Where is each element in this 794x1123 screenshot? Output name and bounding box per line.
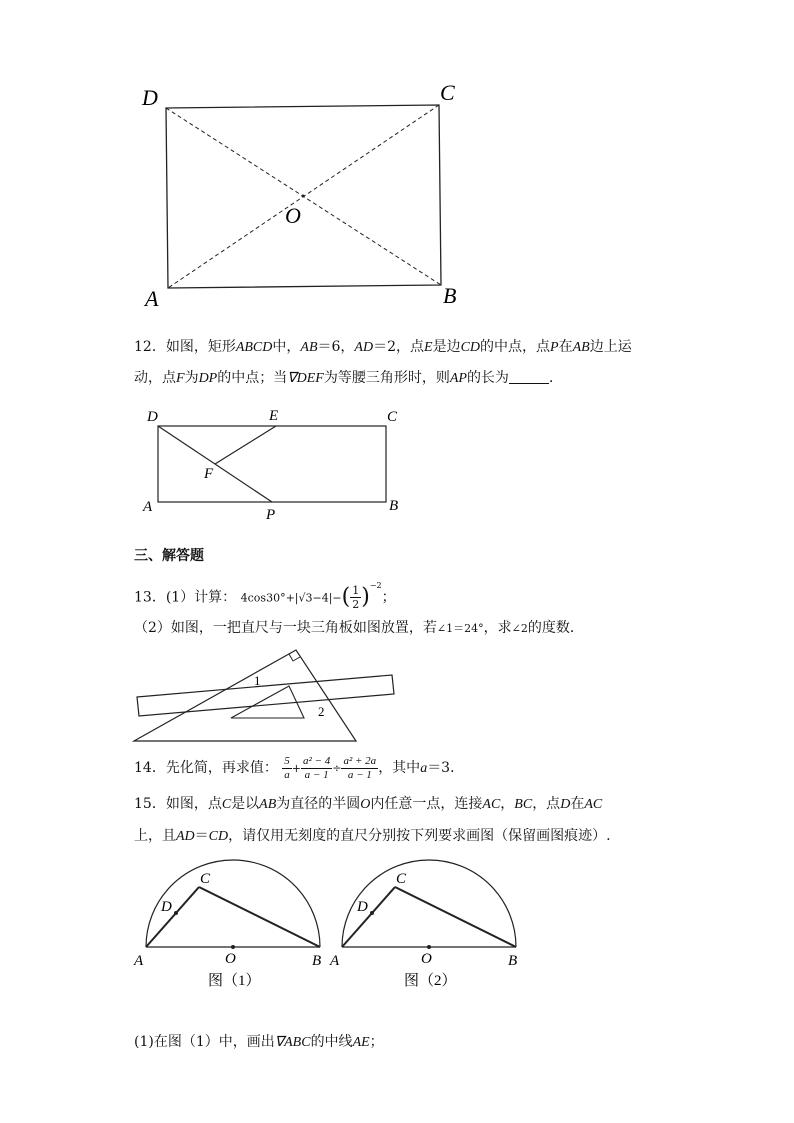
fraction-a2-2a: $\frac{\text{a² + 2a}}{a - 1}$ xyxy=(343,754,377,781)
fig2-caption: 图（2） xyxy=(404,973,457,989)
q15-line1: 15．如图，点C是以AB为直径的半圆O内任意一点，连接AC，BC，点D在AC xyxy=(134,796,603,812)
fig1-label-c: C xyxy=(200,871,211,887)
q15-line2: 上，且AD＝CD，请仅用无刻度的直尺分别按下列要求画图（保留画图痕迹）. xyxy=(134,828,611,844)
q12-label-f: F xyxy=(204,466,214,482)
q12-label-e: E xyxy=(269,408,279,424)
fig1-label-d: D xyxy=(161,899,172,915)
fraction-half: $\frac{1}{2}$ xyxy=(352,584,360,612)
semicircle-figure-2 xyxy=(326,855,526,995)
point-d-2 xyxy=(370,911,374,915)
q12-line1: 12．如图，矩形ABCD中，AB＝6，AD＝2，点E是边CD的中点，点P在AB边上运 xyxy=(134,339,632,355)
fraction-a2-4: $\frac{\text{a² − 4}}{a - 1}$ xyxy=(303,754,331,781)
answer-blank[interactable] xyxy=(509,369,549,384)
label-d: D xyxy=(142,85,158,110)
q12-label-c: C xyxy=(387,409,398,425)
fig1-label-a: A xyxy=(134,953,144,969)
q12-line2: 动，点F为DP的中点；当∇DEF为等腰三角形时，则AP的长为 ． xyxy=(134,370,563,386)
segment-cb-1 xyxy=(199,887,320,947)
segment-ac-2 xyxy=(342,887,395,947)
rectangle-diagram xyxy=(130,78,470,313)
q13-part2: （2）如图，一把直尺与一块三角板如图放置，若∠1＝24°，求∠2的度数． xyxy=(134,620,584,636)
fig2-label-d: D xyxy=(357,899,368,915)
ruler-triangle-diagram xyxy=(128,640,408,750)
segment-cb-2 xyxy=(395,887,516,947)
fig2-label-b: B xyxy=(508,953,518,969)
point-o-2 xyxy=(427,945,431,949)
segment-ef xyxy=(215,426,276,464)
point-d-1 xyxy=(174,911,178,915)
semicircle-figure-1 xyxy=(130,855,330,995)
fig1-caption: 图（1） xyxy=(208,973,261,989)
label-b: B xyxy=(443,283,457,308)
angle-label-2: 2 xyxy=(318,704,325,719)
right-angle-mark xyxy=(289,654,300,661)
angle-label-1: 1 xyxy=(254,673,261,688)
center-point-o xyxy=(302,195,305,198)
point-o-1 xyxy=(231,945,235,949)
label-o: O xyxy=(285,203,301,228)
q15-sub1: (1)在图（1）中，画出∇ABC的中线AE； xyxy=(134,1034,384,1050)
section-heading: 三、解答题 xyxy=(134,548,204,564)
q12-label-d: D xyxy=(147,409,158,425)
q12-label-a: A xyxy=(143,499,153,515)
fig1-label-o: O xyxy=(225,951,236,967)
segment-ac-1 xyxy=(146,887,199,947)
fraction-5-over-a: $\frac{5}{a}$ xyxy=(284,754,290,781)
q12-label-p: P xyxy=(266,507,276,523)
fig1-label-b: B xyxy=(312,953,322,969)
q12-rectangle xyxy=(158,426,386,502)
fig2-label-c: C xyxy=(396,871,407,887)
q12-diagram xyxy=(138,403,408,523)
fig2-label-a: A xyxy=(330,953,340,969)
q12-label-b: B xyxy=(389,498,399,514)
q14: 14．先化简，再求值： $\frac{5}{a}$ + $\frac{\text{a² − 4}}{a - 1}$ ÷ $\frac{\text{a² + 2a}}{a - 1}$ ，其中a＝3． xyxy=(134,754,465,781)
label-c: C xyxy=(440,80,455,105)
q13-part1: 13．(1）计算： 4cos30°+|√3−4|−( $\frac{1}{2}$ )$^{-2}$； xyxy=(134,581,396,612)
label-a: A xyxy=(145,286,159,311)
ruler xyxy=(137,675,394,716)
fig2-label-o: O xyxy=(421,951,432,967)
